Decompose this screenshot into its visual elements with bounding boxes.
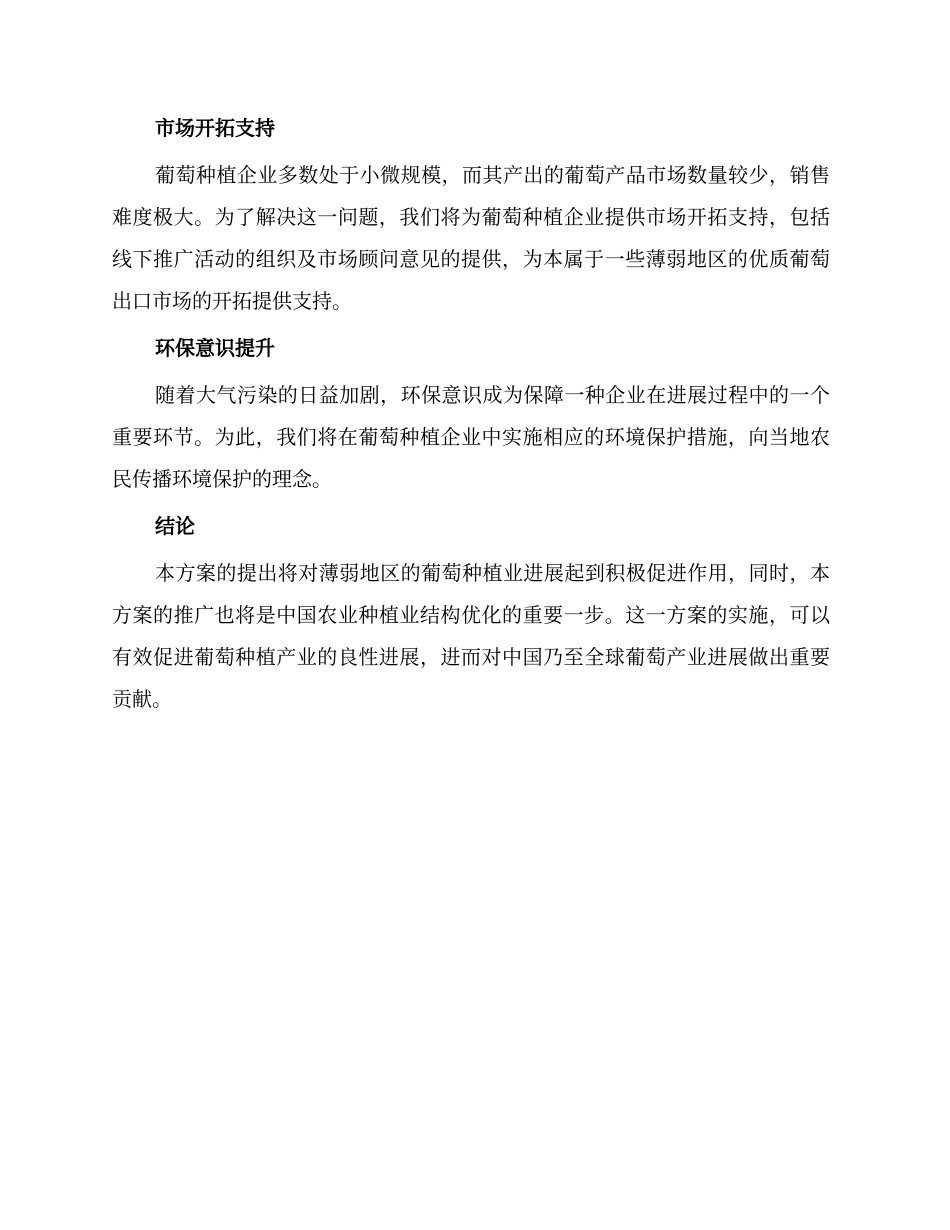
section-body-conclusion: 本方案的提出将对薄弱地区的葡萄种植业进展起到积极促进作用，同时，本方案的推广也将是中国农业种植业结构优化的重要一步。这一方案的实施，可以有效促进葡萄种植产业的良性进展，进而对中国乃至全球葡萄产业进展做出重要贡献。 (112, 561, 830, 711)
section-heading-market: 市场开拓支持 (155, 116, 275, 140)
section-body-market: 葡萄种植企业多数处于小微规模，而其产出的葡萄产品市场数量较少，销售难度极大。为了解决这一问题，我们将为葡萄种植企业提供市场开拓支持，包括线下推广活动的组织及市场顾问意见的提供，为本属于一些薄弱地区的优质葡萄出口市场的开拓提供支持。 (112, 163, 830, 313)
document-page (112, 108, 830, 726)
section-body-environment: 随着大气污染的日益加剧，环保意识成为保障一种企业在进展过程中的一个重要环节。为此，我们将在葡萄种植企业中实施相应的环境保护措施，向当地农民传播环境保护的理念。 (112, 383, 830, 491)
section-heading-conclusion: 结论 (155, 514, 195, 538)
section-heading-environment: 环保意识提升 (155, 336, 275, 360)
